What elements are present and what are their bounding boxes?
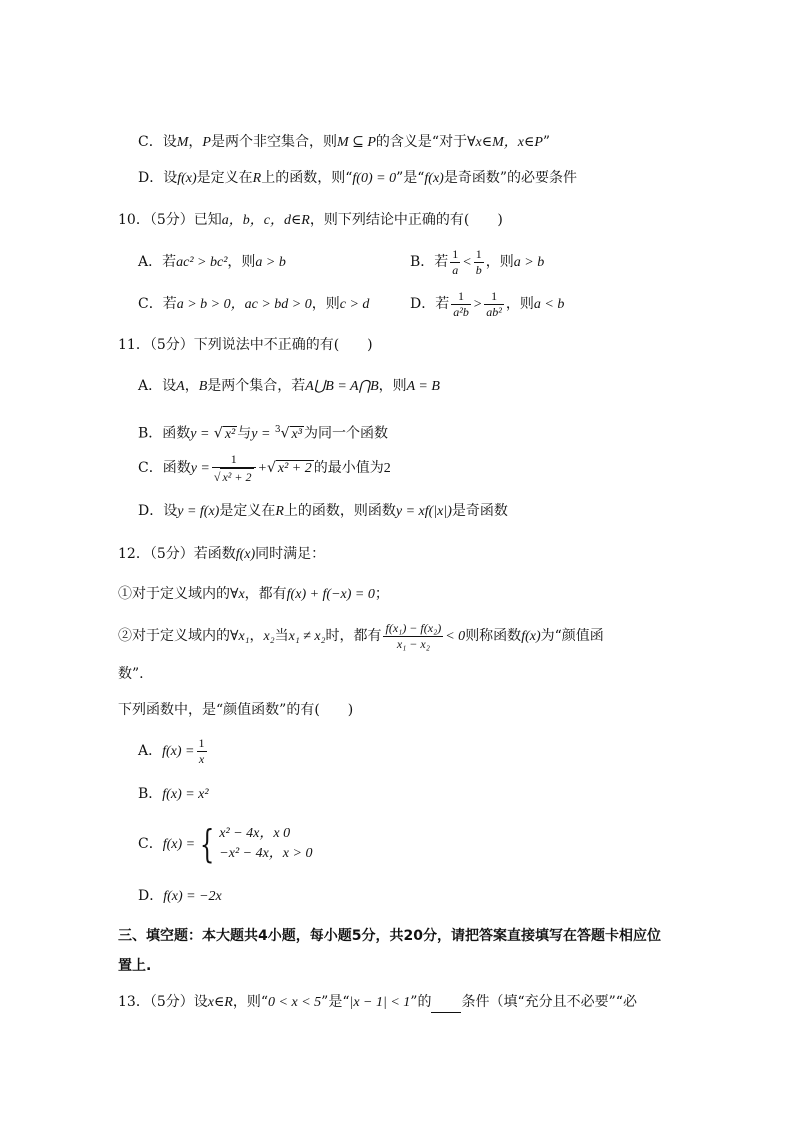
q12-option-d bbox=[138, 886, 222, 907]
option-label: C． bbox=[138, 836, 163, 852]
math-expr: y = f(x) bbox=[177, 504, 220, 519]
option-label: D． bbox=[138, 888, 164, 904]
q12-condition-1 bbox=[118, 584, 389, 605]
text: 当 bbox=[274, 628, 289, 644]
text: 为同一个函数 bbox=[303, 425, 388, 442]
q12-condition-2 bbox=[118, 616, 604, 657]
denominator: ab² bbox=[486, 304, 502, 319]
numerator: 1 bbox=[491, 288, 498, 303]
text: 上的函数，则“ bbox=[261, 170, 353, 186]
q11-option-c: C．函数y = $\frac{1}{\text{√ x² + 2}}$ +√ x² + 2 的最小值为2 bbox=[138, 451, 391, 484]
q11-option-d bbox=[138, 501, 508, 522]
denominator: b bbox=[475, 262, 482, 277]
math-expr: ∀x₁ bbox=[230, 629, 250, 644]
math-expr: ac² > bc² bbox=[176, 255, 228, 270]
text: ，则 bbox=[311, 296, 340, 312]
math-expr: f(x) + f(−x) = 0 bbox=[286, 587, 375, 602]
math-expr: < 0 bbox=[445, 629, 466, 644]
text: 为“颜值函 bbox=[540, 628, 604, 644]
text: 是定义在 bbox=[219, 503, 276, 519]
numerator: 1 bbox=[458, 288, 465, 303]
q12-condition-2-cont bbox=[118, 664, 144, 684]
q10-option-b bbox=[410, 244, 544, 281]
math-expr: 0 < x < 5 bbox=[268, 995, 322, 1010]
q10-option-a bbox=[138, 252, 286, 273]
math-expr: f(x) = −2x bbox=[163, 889, 222, 904]
option-label: A．若 bbox=[138, 254, 177, 270]
option-label: C．函数 bbox=[138, 460, 191, 476]
math-expr: x₁ ≠ x₂ bbox=[288, 629, 326, 644]
fraction bbox=[212, 452, 256, 485]
text: ，则 bbox=[227, 254, 256, 270]
math-var: B bbox=[198, 379, 208, 394]
denominator: a bbox=[452, 262, 459, 277]
text: 的含义是“对于 bbox=[375, 134, 468, 150]
math-expr: c > d bbox=[339, 297, 370, 312]
left-brace: { bbox=[199, 822, 215, 866]
q12-option-c bbox=[138, 822, 312, 867]
option-label: C．若 bbox=[138, 296, 177, 312]
separator: ， bbox=[184, 378, 199, 394]
root-index: 3 bbox=[274, 425, 281, 435]
piecewise-cases bbox=[219, 824, 312, 864]
section-3-heading bbox=[118, 926, 661, 946]
denominator: x₁ − x₂ bbox=[383, 636, 443, 652]
section-text: 置上. bbox=[118, 958, 152, 974]
q11-stem bbox=[118, 335, 373, 355]
q12-stem bbox=[118, 544, 325, 565]
math-var: R bbox=[275, 504, 284, 519]
math-expr: f(x) bbox=[235, 547, 256, 562]
option-label: D．若 bbox=[410, 296, 450, 312]
answer-blank[interactable] bbox=[431, 998, 461, 1013]
fraction bbox=[197, 736, 207, 767]
math-expr: a，b，c，d∈R bbox=[221, 213, 310, 228]
case-1: x² − 4x，x 0 bbox=[219, 826, 291, 841]
text: ”的 bbox=[410, 994, 432, 1010]
math-expr: A⋃B = A⋂B bbox=[305, 379, 379, 394]
numerator: 1 bbox=[198, 735, 205, 750]
math-expr: f(x) bbox=[177, 171, 197, 186]
math-expr: f(0) = 0 bbox=[352, 171, 397, 186]
question-number: 13．（5分）设 bbox=[118, 994, 208, 1010]
text: 条件（填“充分且不必要”“必 bbox=[461, 994, 637, 1010]
math-expr: f(x) = bbox=[162, 837, 196, 852]
text: ②对于定义域内的 bbox=[118, 628, 230, 644]
fraction bbox=[383, 621, 443, 652]
numerator: f(x₁) − f(x₂) bbox=[385, 620, 442, 635]
math-expr: a > b bbox=[513, 255, 545, 270]
text: 上的函数，则函数 bbox=[283, 503, 396, 519]
operator: + bbox=[257, 461, 267, 476]
math-var: P bbox=[202, 135, 211, 150]
section-text: 三、填空题：本大题共4小题，每小题5分，共20分，请把答案直接填写在答题卡相应位 bbox=[118, 928, 661, 944]
math-expr: f(x) = x² bbox=[162, 787, 209, 802]
radicand: x² + 2 bbox=[222, 469, 252, 484]
fraction bbox=[451, 289, 471, 320]
text: ” bbox=[542, 134, 551, 150]
numerator: 1 bbox=[475, 246, 482, 261]
option-label: A．设 bbox=[138, 378, 177, 394]
q9-option-c bbox=[138, 132, 550, 153]
math-expr: A = B bbox=[406, 379, 440, 394]
text: 时，都有 bbox=[325, 628, 382, 644]
option-label: A． bbox=[138, 743, 163, 759]
numerator: 1 bbox=[452, 246, 459, 261]
operator: < bbox=[462, 255, 472, 270]
text: 的最小值为 bbox=[313, 460, 384, 476]
question-number: 12．（5分）若函数 bbox=[118, 546, 236, 562]
text: 是奇函数”的必要条件 bbox=[443, 170, 578, 186]
radicand: x³ bbox=[291, 426, 302, 442]
math-expr: y = bbox=[190, 426, 210, 442]
text: 与 bbox=[237, 425, 252, 442]
separator: ， bbox=[249, 628, 264, 644]
q10-stem bbox=[118, 210, 503, 231]
numerator: 1 bbox=[230, 451, 237, 466]
section-3-heading-cont bbox=[118, 956, 151, 976]
case-2: −x² − 4x，x > 0 bbox=[219, 846, 313, 861]
math-expr: M ⊆ P bbox=[336, 135, 376, 150]
math-expr: f(x) = bbox=[162, 744, 195, 759]
math-expr: a > b > 0，ac > bd > 0 bbox=[176, 297, 312, 312]
math-expr: a > b bbox=[255, 255, 286, 270]
q12-ask bbox=[118, 700, 353, 720]
math-expr: a < b bbox=[533, 297, 565, 312]
text: 是两个非空集合，则 bbox=[210, 134, 337, 150]
q13-stem bbox=[118, 992, 637, 1013]
math-expr: f(x) bbox=[521, 629, 541, 644]
fraction bbox=[484, 289, 504, 320]
text: 是定义在 bbox=[196, 170, 253, 186]
text: ，都有 bbox=[244, 586, 287, 602]
radicand: x² + 2 bbox=[277, 461, 312, 476]
math-expr: x∈R bbox=[207, 995, 233, 1010]
math-var: A bbox=[176, 379, 185, 394]
math-expr: y = bbox=[190, 461, 210, 476]
text: ①对于定义域内的 bbox=[118, 586, 230, 602]
fraction bbox=[474, 247, 484, 278]
q10-option-d bbox=[410, 286, 564, 323]
separator: ， bbox=[188, 134, 203, 150]
question-text: 下列函数中，是“颜值函数”的有( ) bbox=[118, 702, 354, 718]
text: ”是“ bbox=[321, 994, 350, 1010]
text: ，则 bbox=[378, 378, 407, 394]
text: 同时满足： bbox=[255, 546, 326, 562]
text: 数”. bbox=[118, 666, 144, 682]
q11-option-a bbox=[138, 376, 440, 397]
math-var: R bbox=[252, 171, 262, 186]
text: 是两个集合，若 bbox=[207, 378, 306, 394]
text: 则称函数 bbox=[465, 628, 522, 644]
question-text: 11．（5分）下列说法中不正确的有( ) bbox=[118, 337, 373, 353]
q9-option-d bbox=[138, 168, 577, 189]
denominator: a²b bbox=[453, 304, 469, 319]
q11-option-b: B．函数y = √ x² 与y = $^3$√ x³ 为同一个函数 bbox=[138, 425, 388, 442]
text: ，则 bbox=[505, 296, 534, 312]
math-value: 2 bbox=[383, 461, 391, 476]
text: ，则 bbox=[485, 254, 514, 270]
q10-option-c bbox=[138, 294, 369, 315]
radicand: x² bbox=[224, 426, 236, 442]
math-expr: f(x) bbox=[424, 171, 444, 186]
option-label: C．设 bbox=[138, 134, 177, 150]
option-label: B．函数 bbox=[138, 425, 191, 442]
denominator: √ x² + 2 bbox=[212, 467, 256, 485]
math-expr: |x − 1| < 1 bbox=[349, 995, 411, 1010]
math-expr: ∀x∈M，x∈P bbox=[467, 135, 543, 150]
math-expr: y = xf(|x|) bbox=[395, 504, 452, 519]
text: ，则下列结论中正确的有( ) bbox=[309, 212, 503, 228]
denominator: x bbox=[197, 751, 207, 767]
fraction bbox=[450, 247, 460, 278]
option-label: D．设 bbox=[138, 170, 178, 186]
math-expr: y = bbox=[251, 426, 271, 442]
math-expr: x₂ bbox=[263, 629, 275, 644]
option-label: B．若 bbox=[410, 254, 449, 270]
q12-option-a bbox=[138, 733, 209, 770]
text: ，则“ bbox=[232, 994, 269, 1010]
text: ”是“ bbox=[396, 170, 425, 186]
text: 是奇函数 bbox=[451, 503, 508, 519]
math-expr: ∀x bbox=[230, 587, 245, 602]
question-number: 10．（5分）已知 bbox=[118, 212, 222, 228]
option-label: D．设 bbox=[138, 503, 178, 519]
option-label: B． bbox=[138, 786, 163, 802]
text: ； bbox=[374, 586, 389, 602]
math-var: M bbox=[176, 135, 189, 150]
operator: > bbox=[472, 297, 483, 312]
q12-option-b bbox=[138, 784, 209, 805]
